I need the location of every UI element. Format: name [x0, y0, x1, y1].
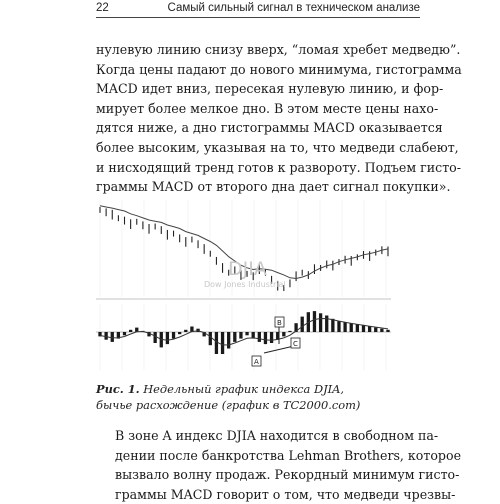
macd-bar — [288, 331, 291, 332]
text-line: В зоне A индекс DJIA находится в свободном па- — [115, 428, 439, 443]
macd-bar — [172, 332, 175, 339]
macd-bar — [270, 332, 273, 343]
running-header — [96, 0, 420, 18]
macd-bar — [215, 332, 218, 354]
text-line: граммы MACD от второго дна дает сигнал покупки». — [96, 179, 451, 195]
watermark-main: DJIA — [228, 258, 267, 280]
macd-bar — [386, 330, 389, 332]
text-line: вызвало волну продаж. Рекордный минимум гисто- — [115, 467, 460, 483]
macd-bar — [245, 332, 248, 335]
macd-bar — [368, 327, 371, 333]
macd-bar — [123, 332, 126, 335]
caption-label: Рис. 1. — [96, 382, 140, 396]
macd-bar — [374, 328, 377, 332]
caption-line-2: бычье расхождение (график в TC2000.com) — [96, 397, 361, 412]
macd-bar — [343, 322, 346, 332]
paragraph-top — [96, 40, 462, 197]
text-line: мирует более мелкое дно. В этом месте цены нахо- — [96, 100, 439, 116]
macd-bar — [129, 330, 132, 332]
macd-bar — [178, 332, 181, 334]
macd-bar — [350, 323, 353, 332]
text-line: и нисходящий тренд готов к развороту. Подъем гисто- — [96, 159, 462, 175]
macd-bar — [166, 332, 169, 344]
macd-bar — [153, 332, 156, 343]
figure-djia-chart — [96, 196, 418, 374]
macd-bar — [258, 332, 261, 342]
text-line: Когда цены падают до нового минимума, гистограмма — [96, 61, 462, 77]
macd-bar — [319, 313, 322, 332]
djia-chart-svg — [96, 196, 418, 374]
macd-bar — [380, 329, 383, 332]
text-line: более высоким, указывая на то, что медведи слабеют, — [96, 139, 459, 155]
page-number: 22 — [96, 2, 109, 14]
marker-b-label: B — [277, 319, 282, 327]
macd-bar — [221, 332, 224, 354]
macd-bar — [356, 324, 359, 332]
macd-bar — [233, 332, 236, 342]
text-line: MACD идет вниз, пересекая нулевую линию, и фор- — [96, 81, 444, 97]
macd-bar — [313, 311, 316, 332]
marker-c-label: C — [293, 340, 298, 348]
macd-bar — [209, 332, 212, 345]
macd-bar — [301, 317, 304, 332]
text-line: нулевую линию снизу вверх, “ломая хребет медведю”. — [96, 42, 461, 57]
text-line: дятся ниже, а дно гистограммы MACD оказывается — [96, 120, 443, 136]
paragraph-bottom — [96, 426, 462, 504]
macd-bar — [331, 319, 334, 332]
macd-bar — [239, 332, 242, 339]
macd-bar — [325, 316, 328, 333]
macd-bar — [362, 325, 365, 332]
macd-bar — [337, 321, 340, 332]
watermark-sub: Dow Jones Industrial — [204, 280, 286, 289]
text-line: граммы MACD говорит о том, что медведи чрезвы- — [115, 486, 456, 502]
caption-line-1: Недельный график индекса DJIA, — [143, 382, 345, 396]
macd-bar — [264, 332, 267, 344]
macd-bar — [227, 332, 230, 349]
marker-a-label: A — [254, 358, 259, 366]
running-title: Самый сильный сигнал в техническом анализе — [167, 2, 420, 14]
macd-bar — [104, 332, 107, 340]
macd-bar — [282, 332, 285, 336]
text-line: дении после банкротства Lehman Brothers, которое — [115, 447, 462, 463]
macd-bar — [184, 330, 187, 332]
macd-bar — [111, 332, 114, 342]
figure-caption — [96, 382, 418, 413]
